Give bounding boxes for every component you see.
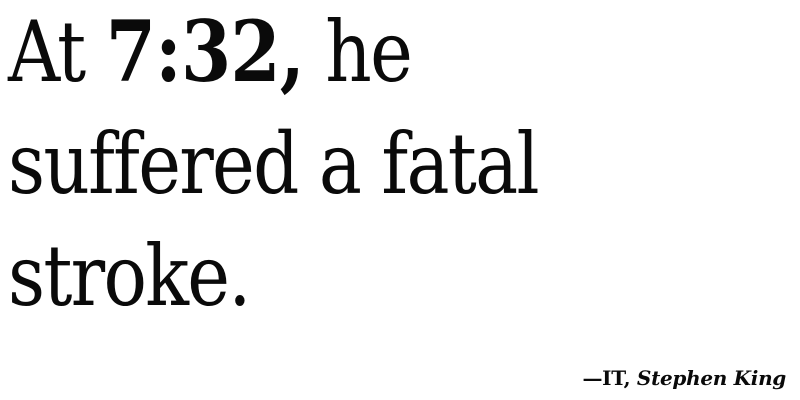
quote-attribution xyxy=(582,366,786,390)
quote-line-3: stroke. xyxy=(8,227,250,325)
quote-line-2: suffered a fatal xyxy=(8,115,538,213)
attribution-dash: — xyxy=(582,366,603,390)
quote-text xyxy=(8,0,610,332)
quote-line-1 xyxy=(8,0,610,108)
attribution-author: Stephen King xyxy=(636,366,786,390)
quote-line-1-end: he xyxy=(304,3,412,101)
quote-line-1-start: At xyxy=(8,3,106,101)
attribution-work: IT, xyxy=(602,366,631,390)
quote-time: 7:32, xyxy=(105,2,305,101)
